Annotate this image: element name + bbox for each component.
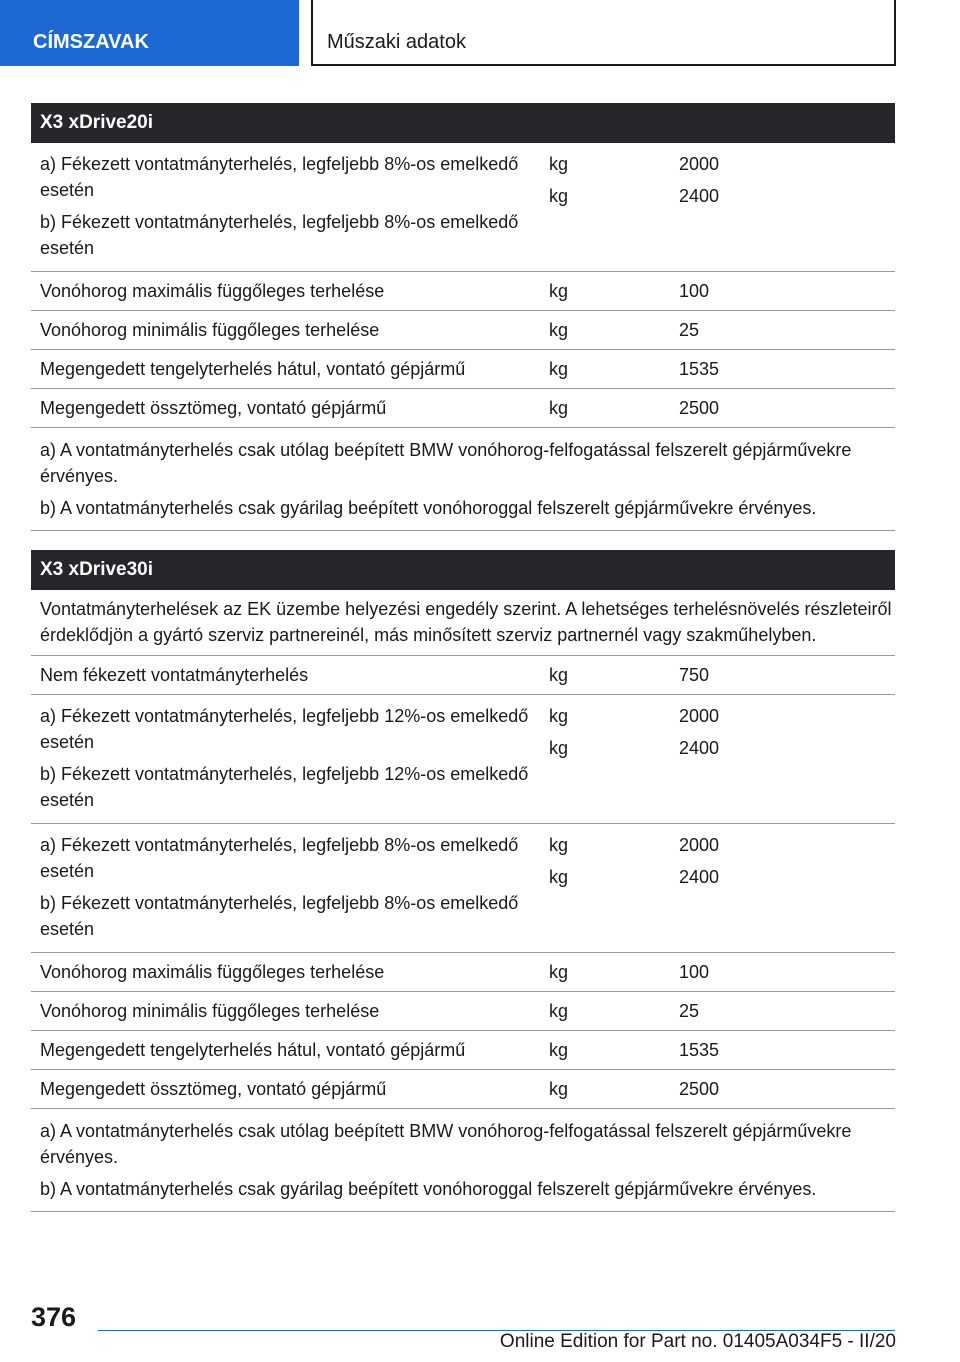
- row-label: Megengedett tengelyterhelés hátul, vontató gépjármű: [40, 1040, 466, 1060]
- keywords-tab[interactable]: CÍMSZAVAK: [0, 0, 299, 66]
- page-number: 376: [31, 1302, 77, 1332]
- table-row: [31, 695, 895, 824]
- table-row: [31, 656, 895, 695]
- row-label: Vonóhorog maximális függőleges terhelése: [40, 281, 385, 301]
- row-label: Vonóhorog maximális függőleges terhelése: [40, 962, 385, 982]
- table-row: [31, 1031, 895, 1070]
- row-value: 2000: [679, 706, 720, 726]
- footnotes: [31, 1109, 895, 1212]
- row-value: 1535: [679, 1040, 720, 1060]
- row-label: b) Fékezett vontatmányterhelés, legfeljebb 8%-os emelkedő esetén: [40, 212, 519, 258]
- row-unit: kg: [549, 1079, 569, 1099]
- row-value: 2400: [679, 867, 720, 887]
- row-unit: kg: [549, 359, 569, 379]
- row-value: 100: [679, 281, 710, 301]
- table-row: [31, 272, 895, 311]
- row-value: 2400: [679, 738, 720, 758]
- row-label: a) Fékezett vontatmányterhelés, legfeljebb 8%-os emelkedő esetén: [40, 835, 519, 881]
- row-value: 100: [679, 962, 710, 982]
- footnotes: [31, 428, 895, 531]
- table-row: [31, 1070, 895, 1109]
- row-label: a) Fékezett vontatmányterhelés, legfeljebb 8%-os emelkedő esetén: [40, 154, 519, 200]
- row-label: Megengedett össztömeg, vontató gépjármű: [40, 398, 387, 418]
- row-unit: kg: [549, 665, 569, 685]
- row-value: 2000: [679, 835, 720, 855]
- row-value: 1535: [679, 359, 720, 379]
- row-unit: kg: [549, 738, 569, 758]
- row-unit: kg: [549, 1040, 569, 1060]
- row-unit: kg: [549, 320, 569, 340]
- section-x3-xdrive30i: [31, 550, 895, 1212]
- footnote: a) A vontatmányterhelés csak utólag beépített BMW vonóhorog-felfogatással felszerelt gépjárművekre érvényes.: [40, 1121, 852, 1167]
- table-row: [31, 350, 895, 389]
- row-value: 750: [679, 665, 710, 685]
- table-row: [31, 824, 895, 953]
- row-label: a) Fékezett vontatmányterhelés, legfeljebb 12%-os emelkedő esetén: [40, 706, 529, 752]
- edition-info: Online Edition for Part no. 01405A034F5 - II/20: [499, 1331, 896, 1352]
- row-value: 25: [679, 1001, 700, 1021]
- row-label: Nem fékezett vontatmányterhelés: [40, 665, 309, 685]
- row-label: b) Fékezett vontatmányterhelés, legfeljebb 12%-os emelkedő esetén: [40, 764, 529, 810]
- table-row: [31, 389, 895, 428]
- table-row: [31, 143, 895, 272]
- section-title: X3 xDrive20i: [31, 103, 895, 143]
- table-row: [31, 953, 895, 992]
- row-unit: kg: [549, 154, 569, 174]
- table-row: [31, 992, 895, 1031]
- row-unit: kg: [549, 835, 569, 855]
- row-unit: kg: [549, 706, 569, 726]
- row-value: 2500: [679, 1079, 720, 1099]
- page-header: [0, 0, 960, 66]
- row-unit: kg: [549, 867, 569, 887]
- chapter-title: Műszaki adatok: [311, 0, 896, 66]
- footnote: b) A vontatmányterhelés csak gyárilag beépített vonóhoroggal felszerelt gépjárművekre érvényes.: [40, 1179, 817, 1199]
- row-label: Vonóhorog minimális függőleges terhelése: [40, 1001, 380, 1021]
- footnote: b) A vontatmányterhelés csak gyárilag beépített vonóhoroggal felszerelt gépjárművekre érvényes.: [40, 498, 817, 518]
- row-label: Megengedett össztömeg, vontató gépjármű: [40, 1079, 387, 1099]
- table-row: [31, 311, 895, 350]
- row-label: Megengedett tengelyterhelés hátul, vontató gépjármű: [40, 359, 466, 379]
- section-x3-xdrive20i: [31, 103, 895, 531]
- row-value: 25: [679, 320, 700, 340]
- section-intro: Vontatmányterhelések az EK üzembe helyezési engedély szerint. A lehetséges terhelésnövelés részleteiről érdeklődjön a gyártó szerviz partnereinél, más minősített szerviz partnernél vagy szakműhelyben.: [31, 590, 895, 656]
- row-unit: kg: [549, 186, 569, 206]
- row-value: 2500: [679, 398, 720, 418]
- row-unit: kg: [549, 281, 569, 301]
- row-label: Vonóhorog minimális függőleges terhelése: [40, 320, 380, 340]
- row-unit: kg: [549, 962, 569, 982]
- row-unit: kg: [549, 398, 569, 418]
- row-value: 2000: [679, 154, 720, 174]
- row-unit: kg: [549, 1001, 569, 1021]
- footnote: a) A vontatmányterhelés csak utólag beépített BMW vonóhorog-felfogatással felszerelt gépjárművekre érvényes.: [40, 440, 852, 486]
- section-title: X3 xDrive30i: [31, 550, 895, 590]
- row-label: b) Fékezett vontatmányterhelés, legfeljebb 8%-os emelkedő esetén: [40, 893, 519, 939]
- row-value: 2400: [679, 186, 720, 206]
